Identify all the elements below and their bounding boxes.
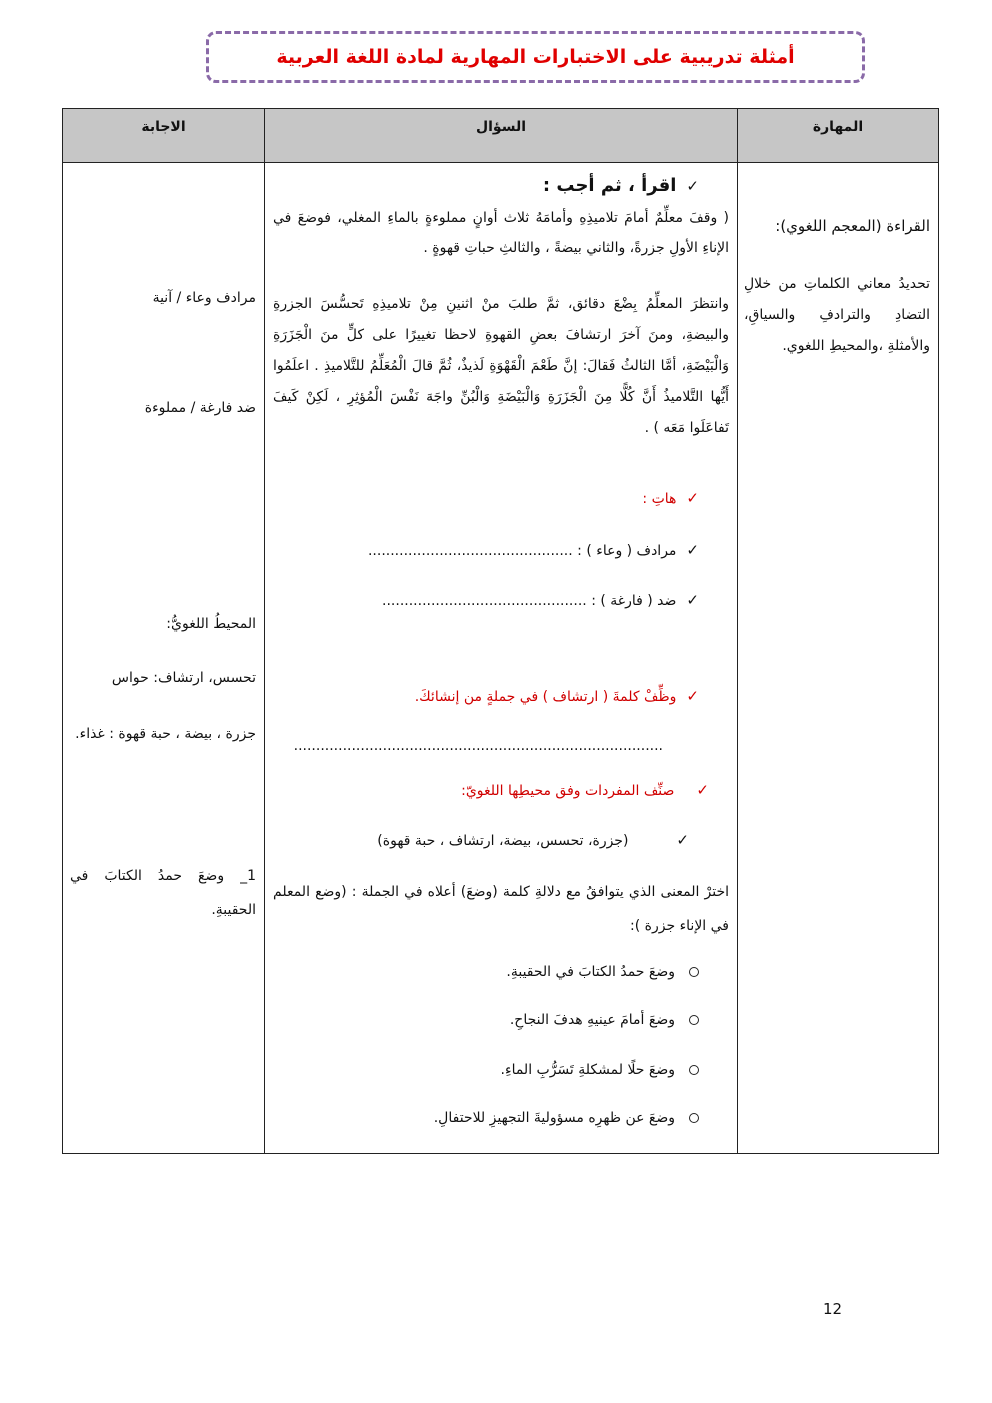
passage-paragraph-2: وانتظرَ المعلِّمُ بِضْعَ دقائق، ثمَّ طلبَ منْ اثنينِ مِنْ تلاميذِهِ تَحسُّسَ الجزرةِ والبيضةِ، ومنَ آخرَ ارتشافَ بعضِ القهوةِ لاحظا تغييرًا على كلٍّ منَ الْجَزَرَةِ وَالْبَيْضَةِ، أمَّا الثالثُ فَقالَ: إنَّ طَعْمَ الْقَهْوَةِ لَذيذٌ، ثُمَّ قالَ الْمُعَلِّمُ للتَّلاميذِ . اعلَمُوا أَيُّها التَّلاميذُ أَنَّ كُلًّا مِنَ الْجَزَرَةِ وَالْبَيْضَةِ وَالْبُنِّ واجَهَ نَفْسَ الْمُؤثِرِ ، لَكِنْ كَيفَ تَفاعَلَوا مَعَه ) .: [273, 296, 729, 436]
use-word-question: [279, 681, 699, 712]
check-icon: ✓: [686, 541, 699, 559]
table-row: [63, 163, 939, 1154]
radio-circle-icon: [689, 1015, 699, 1025]
option-item: [279, 1005, 699, 1035]
check-icon: ✓: [686, 489, 699, 507]
check-icon: ✓: [686, 687, 699, 705]
radio-circle-icon: [689, 967, 699, 977]
answer-context-heading: المحيطُ اللغويُّ:: [166, 616, 256, 632]
answer-context-food: جزرة ، بيضة ، حبة قهوة : غذاء.: [75, 726, 256, 742]
classify-prompt: صنِّف المفردات وفق محيطِها اللغويّ:: [461, 783, 675, 799]
answer-context-senses: تحسس، ارتشاف: حواس: [111, 670, 256, 686]
question-cell: [265, 163, 738, 1154]
classify-question: [279, 775, 709, 806]
bring-line: [279, 483, 699, 514]
title-banner: [206, 31, 865, 83]
option-item: [279, 1055, 699, 1085]
choose-meaning-prompt: اخترْ المعنى الذي يتوافقُ مع دلالةِ كلمة (وضعَ) أعلاه في الجملة : (وضع المعلم في الإناء جزرة ):: [273, 884, 729, 934]
option-item: [279, 957, 699, 987]
option-text: وضعَ حلًا لمشكلةِ تَسَرُّبِ الماءِ.: [500, 1062, 675, 1078]
answer-blank: ..............................................: [382, 593, 587, 609]
answer-antonym: ضد فارغة / مملوءة: [144, 400, 256, 416]
radio-circle-icon: [689, 1113, 699, 1123]
header-skill: المهارة: [738, 109, 939, 163]
check-icon: ✓: [686, 591, 699, 609]
passage-paragraph-1: ( وقفَ معلِّمٌ أمامَ تلاميذِهِ وأمامَهُ ثلاث أوانٍ مملوءةٍ بالماءِ المغلي، فوضعَ في الإناءِ الأولِ جزرةً، والثاني بيضةً ، والثالثِ حباتِ قهوةٍ .: [273, 210, 729, 256]
bring-label: هاتِ :: [642, 491, 677, 507]
option-text: وضعَ حمدُ الكتابَ في الحقيبةِ.: [506, 964, 675, 980]
skill-description: تحديدُ معاني الكلماتِ من خلالِ التضادِ والترادفِ والسياقِ، والأمثلةِ ،والمحيطِ اللغوي.: [744, 276, 930, 354]
synonym-question: [279, 535, 699, 566]
check-icon: ✓: [676, 831, 689, 849]
option-text: وضعَ عن ظهرِه مسؤوليةَ التجهيزِ للاحتفالِ.: [433, 1110, 675, 1126]
skills-table: [62, 108, 939, 1154]
answer-cell: [63, 163, 265, 1154]
antonym-prompt: ضد ( فارغة ) :: [591, 593, 677, 609]
sentence-blank: ...................................................................................: [293, 738, 663, 754]
page-number: 12: [823, 1300, 843, 1318]
classify-words: (جزرة، تحسس، بيضة، ارتشاف ، حبة قهوة): [377, 833, 629, 849]
option-text: وضعَ أمامَ عينيهِ هدفَ النجاحِ.: [509, 1012, 675, 1028]
table-header-row: [63, 109, 939, 163]
page-title: أمثلة تدريبية على الاختبارات المهارية لمادة اللغة العربية: [276, 46, 795, 68]
answer-synonym: مرادف وعاء / آنية: [152, 290, 256, 306]
header-answer: الاجابة: [63, 109, 265, 163]
instruction-text: اقرأ ، ثم أجب :: [542, 175, 677, 196]
use-word-prompt: وظِّفْ كلمةَ ( ارتشاف ) في جملةٍ من إنشائكَ.: [414, 689, 677, 705]
answer-blank: ..............................................: [367, 543, 573, 559]
header-question: السؤال: [265, 109, 738, 163]
option-item: [279, 1103, 699, 1133]
antonym-question: [279, 585, 699, 616]
synonym-prompt: مرادف ( وعاء ) :: [577, 543, 677, 559]
radio-circle-icon: [689, 1065, 699, 1075]
check-icon: ✓: [696, 781, 709, 799]
answer-choice: 1_ وضعَ حمدُ الكتابَ في الحقيبةِ.: [70, 868, 256, 918]
classify-words-line: [269, 825, 689, 856]
skill-heading: القراءة (المعجم اللغوي):: [775, 217, 930, 235]
instruction-line: [279, 171, 699, 202]
check-icon: ✓: [686, 177, 699, 195]
skill-cell: [738, 163, 939, 1154]
